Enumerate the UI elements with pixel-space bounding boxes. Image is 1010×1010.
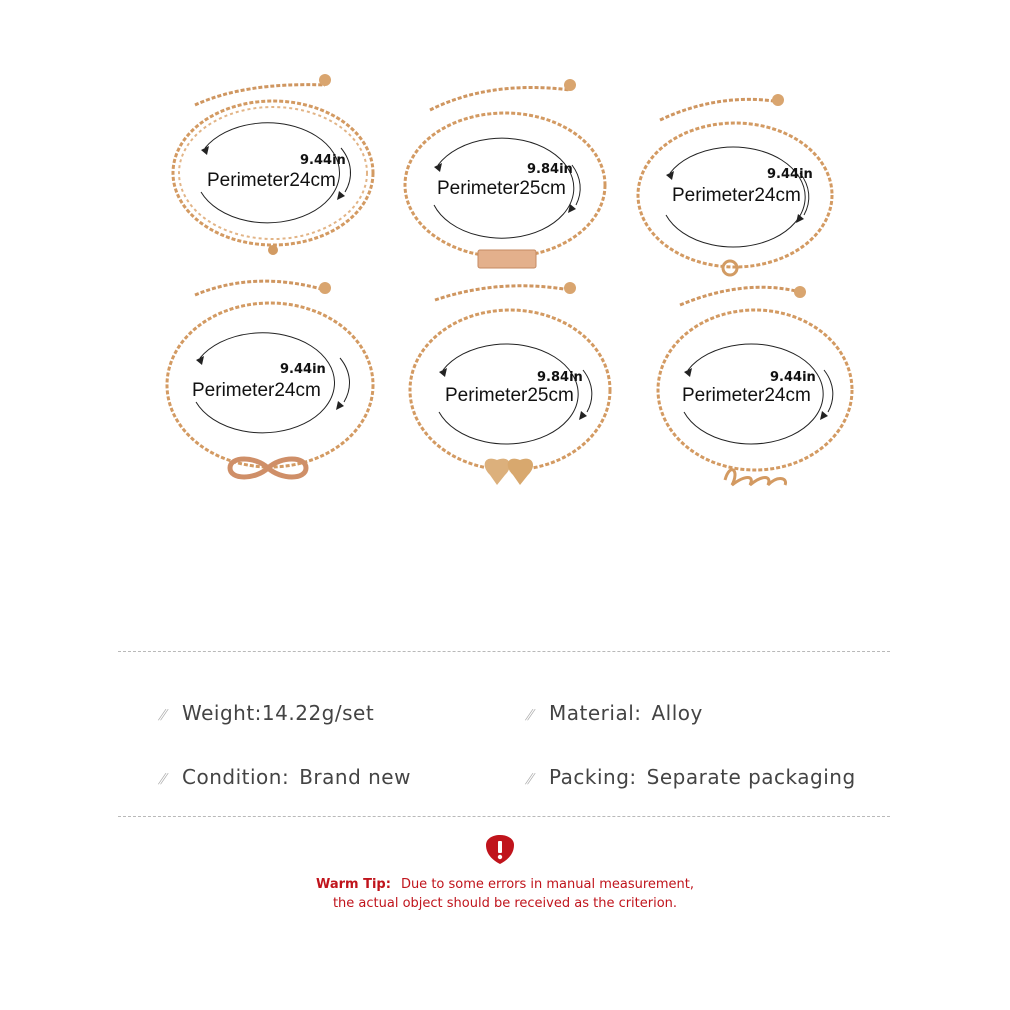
warm-tip-line-2: the actual object should be received as the criterion. bbox=[332, 896, 678, 911]
measure-perimeter: Perimeter24cm bbox=[682, 385, 811, 406]
spec-material bbox=[523, 701, 703, 725]
slash-mark-icon: ⫽ bbox=[156, 770, 171, 788]
warm-tip bbox=[0, 875, 1010, 913]
spec-packing bbox=[523, 765, 856, 789]
spec-condition bbox=[156, 765, 411, 789]
bracelet-chain-image bbox=[630, 80, 850, 280]
slash-mark-icon: ⫽ bbox=[523, 770, 538, 788]
bracelet-2 bbox=[400, 70, 620, 270]
bracelet-chain-image bbox=[165, 60, 385, 260]
spec-value: Alloy bbox=[651, 701, 703, 725]
divider-top bbox=[118, 651, 890, 652]
warm-tip-label: Warm Tip: bbox=[315, 877, 391, 892]
spec-value: 14.22g/set bbox=[261, 701, 375, 725]
spec-weight bbox=[156, 701, 375, 725]
slash-mark-icon: ⫽ bbox=[156, 706, 171, 724]
slash-mark-icon: ⫽ bbox=[523, 706, 538, 724]
spec-label: Material: bbox=[549, 701, 642, 725]
measure-perimeter: Perimeter25cm bbox=[437, 178, 566, 199]
bracelet-3 bbox=[630, 80, 850, 280]
bracelet-chain-image bbox=[400, 70, 620, 270]
measure-perimeter: Perimeter25cm bbox=[445, 385, 574, 406]
bracelet-5 bbox=[405, 280, 625, 480]
bracelet-1 bbox=[165, 60, 385, 260]
measure-inches: 9.84in bbox=[537, 370, 583, 385]
measure-perimeter: Perimeter24cm bbox=[207, 170, 336, 191]
measure-inches: 9.44in bbox=[767, 167, 813, 182]
warning-shield-icon bbox=[484, 833, 516, 865]
measure-perimeter: Perimeter24cm bbox=[672, 185, 801, 206]
bracelet-6 bbox=[650, 280, 870, 480]
warm-tip-line-1: Due to some errors in manual measurement, bbox=[400, 877, 695, 892]
measure-inches: 9.44in bbox=[770, 370, 816, 385]
spec-label: Packing: bbox=[549, 765, 637, 789]
spec-label: Weight: bbox=[182, 701, 262, 725]
measure-inches: 9.44in bbox=[300, 153, 346, 168]
measure-perimeter: Perimeter24cm bbox=[192, 380, 321, 401]
spec-value: Separate packaging bbox=[646, 765, 856, 789]
measure-inches: 9.84in bbox=[527, 162, 573, 177]
divider-bottom bbox=[118, 816, 890, 817]
spec-label: Condition: bbox=[182, 765, 290, 789]
bracelet-4 bbox=[160, 270, 380, 470]
spec-value: Brand new bbox=[299, 765, 411, 789]
measure-inches: 9.44in bbox=[280, 362, 326, 377]
